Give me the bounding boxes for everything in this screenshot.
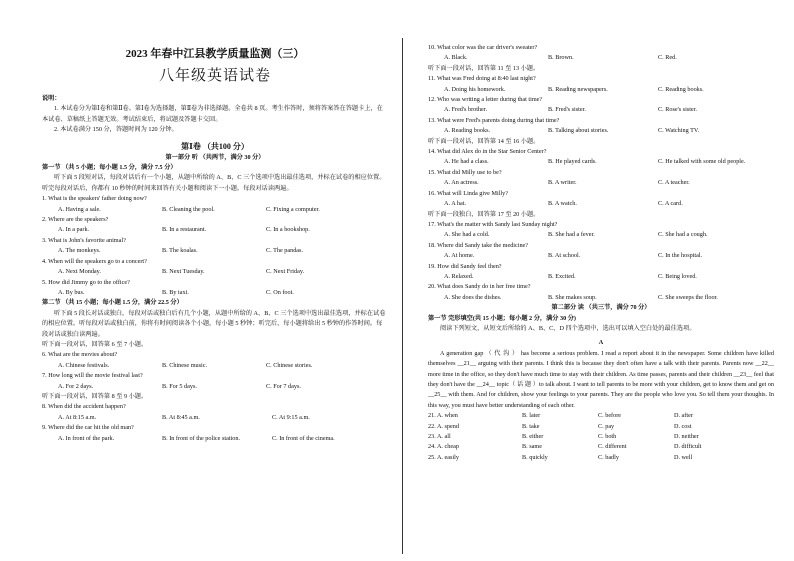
answer-options bbox=[428, 178, 774, 188]
answer-options bbox=[42, 361, 388, 371]
answer-option: C. In the hospital. bbox=[658, 252, 703, 260]
answer-options bbox=[428, 126, 774, 136]
answer-option: C. Fixing a computer. bbox=[266, 205, 320, 213]
answer-options bbox=[42, 267, 388, 277]
answer-options bbox=[42, 288, 388, 298]
answer-options bbox=[428, 85, 774, 95]
answer-option: B. He played cards. bbox=[548, 158, 597, 166]
listening-title: 第一部分 听 （共两节，满分 30 分） bbox=[165, 153, 265, 161]
answer-option: B. Reading newspapers. bbox=[548, 85, 608, 93]
question-stem: 1. What is the speakers' father doing now? bbox=[42, 195, 147, 203]
answer-option: A. Having a sale. bbox=[58, 205, 101, 213]
answer-option: A. In a park. bbox=[58, 226, 90, 234]
question-stem: 8. When did the accident happen? bbox=[42, 403, 126, 411]
answer-option: B. At 8:45 a.m. bbox=[162, 413, 200, 421]
question-list-8-9 bbox=[42, 402, 388, 444]
answer-option: B. She makes soup. bbox=[548, 293, 597, 301]
answer-option: A. A hat. bbox=[444, 200, 466, 208]
answer-option: A. At 8:15 a.m. bbox=[58, 413, 97, 421]
answer-option: B. Chinese music. bbox=[162, 361, 208, 369]
cloze-option: 23. A. all bbox=[428, 433, 451, 441]
answer-option: C. In front of the cinema. bbox=[272, 434, 335, 442]
question-list-11-13 bbox=[428, 74, 774, 136]
answer-option: A. By bus. bbox=[58, 288, 85, 296]
section1-instructions: 听下面 5 段短对话，每段对话后有一个小题，从题中所给的 A、B、C 三个选项中选出最佳选项，并标在试卷的相应位置。听完每段对话后，你都有 10 秒钟的时间来回答有关小题和阅读下一小题。每段对话读两遍。 bbox=[42, 174, 386, 192]
prompt-6-7: 听下面一段对话，回答第 6 至 7 小题。 bbox=[42, 340, 148, 348]
answer-options bbox=[428, 272, 774, 282]
answer-option: C. She sweeps the floor. bbox=[658, 293, 718, 301]
answer-options bbox=[42, 434, 388, 444]
question-list-14-16 bbox=[428, 147, 774, 209]
answer-option: A. Reading books. bbox=[444, 127, 491, 135]
question-stem: 11. What was Fred doing at 8:40 last night? bbox=[428, 75, 536, 83]
cloze-option: B. same bbox=[522, 443, 542, 451]
answer-option: B. Fred's sister. bbox=[548, 106, 586, 114]
cloze-option: D. after bbox=[674, 412, 693, 420]
notes-paragraph-2: 2. 本试卷满分 150 分，答题时间为 120 分钟。 bbox=[54, 126, 178, 134]
answer-option: C. For 7 days. bbox=[266, 382, 301, 390]
column-divider bbox=[402, 38, 403, 554]
answer-option: A. In front of the park. bbox=[58, 434, 115, 442]
answer-option: B. A writer. bbox=[548, 179, 577, 187]
cloze-option: D. neither bbox=[674, 433, 699, 441]
answer-option: B. Brown. bbox=[548, 54, 574, 62]
notes-heading: 说明： bbox=[42, 95, 61, 102]
answer-option: A. She does the dishes. bbox=[444, 293, 502, 301]
question-stem: 4. When will the speakers go to a concert? bbox=[42, 257, 147, 265]
answer-option: B. Cleaning the pool. bbox=[162, 205, 215, 213]
answer-option: C. He talked with some old people. bbox=[658, 158, 746, 166]
section1-title: 第一节 （共 5 小题；每小题 1.5 分，满分 7.5 分） bbox=[42, 164, 177, 172]
answer-option: A. For 2 days. bbox=[58, 382, 94, 390]
prompt-11-13: 听下面一段对话，回答第 11 至 13 小题。 bbox=[428, 64, 540, 72]
cloze-option-row bbox=[428, 411, 774, 421]
answer-option: C. The pandas. bbox=[266, 247, 304, 255]
answer-options bbox=[42, 246, 388, 256]
question-10 bbox=[428, 43, 774, 64]
section2-title: 第二节 （共 15 小题；每小题 1.5 分，满分 22.5 分） bbox=[42, 299, 183, 307]
answer-option: B. Talking about stories. bbox=[548, 127, 609, 135]
answer-option: A. Black. bbox=[444, 54, 468, 62]
cloze-option: C. both bbox=[598, 433, 617, 441]
answer-option: B. She had a fever. bbox=[548, 231, 595, 239]
cloze-option-row bbox=[428, 422, 774, 432]
answer-option: C. At 9:15 a.m. bbox=[272, 413, 310, 421]
cloze-option: B. either bbox=[522, 433, 544, 441]
cloze-option: 22. A. spend bbox=[428, 422, 459, 430]
answer-option: B. The koalas. bbox=[162, 247, 198, 255]
cloze-option-row bbox=[428, 432, 774, 442]
cloze-option: B. quickly bbox=[522, 453, 548, 461]
answer-option: A. He had a class. bbox=[444, 158, 489, 166]
answer-options bbox=[428, 157, 774, 167]
question-stem: 15. What did Milly use to be? bbox=[428, 168, 502, 176]
cloze-option: B. take bbox=[522, 422, 540, 430]
notes-paragraph-1: 1. 本试卷分为第Ⅰ卷和第Ⅱ卷。第Ⅰ卷为选择题，第Ⅱ卷为非选择题。全卷共 8 页。考生作答时，须将答案答在答题卡上，在本试卷、草稿纸上答题无效。考试结束后，将试题及答题卡交回。 bbox=[42, 105, 383, 123]
cloze-option: B. later bbox=[522, 412, 541, 420]
question-list-17-20 bbox=[428, 220, 774, 303]
answer-options bbox=[42, 225, 388, 235]
answer-options bbox=[428, 105, 774, 115]
cloze-option: D. difficult bbox=[674, 443, 702, 451]
passage-letter: A bbox=[598, 339, 604, 347]
cloze-option-row bbox=[428, 442, 774, 452]
question-stem: 13. What were Fred's parents doing during that time? bbox=[428, 116, 560, 124]
answer-options bbox=[42, 205, 388, 215]
question-stem: 17. What's the matter with Sandy last Sunday night? bbox=[428, 220, 558, 228]
question-stem: 18. Where did Sandy take the medicine? bbox=[428, 241, 529, 249]
answer-option: C. Rose's sister. bbox=[658, 106, 697, 114]
question-stem: 10. What color was the car driver's sweater? bbox=[428, 44, 538, 51]
cloze-instructions: 阅读下列短文，从短文后所给的 A、B、C、D 四个选项中，选出可以填入空白处的最佳选项。 bbox=[440, 324, 696, 332]
answer-option: B. In front of the police station. bbox=[162, 434, 241, 442]
part1-title: 第Ⅰ卷 （共100 分） bbox=[181, 141, 249, 151]
answer-option: C. Red. bbox=[658, 54, 677, 62]
prompt-17-20: 听下面一段独白，回答第 17 至 20 小题。 bbox=[428, 210, 540, 218]
answer-option: A. Next Monday. bbox=[58, 268, 101, 276]
answer-option: C. Chinese stories. bbox=[266, 361, 313, 369]
exam-title: 2023 年春中江县教学质量监测（三） bbox=[125, 48, 305, 60]
answer-options bbox=[42, 382, 388, 392]
answer-option: B. For 5 days. bbox=[162, 382, 197, 390]
cloze-option: C. different bbox=[598, 443, 627, 451]
section2-instructions: 听下面 5 段长对话或独白，每段对话或独白后有几个小题，从题中所给的 A、B、C 三个选项中选出最佳选项，并标在试卷的相应位置。听每段对话或独白前，你将有时间阅读各个小题，每小题 5 秒钟；听完后，每小题将给出 5 秒钟的作答时间。每段对话或独白读两遍。 bbox=[42, 309, 386, 338]
question-stem: 14. What did Alex do in the Star Senior Center? bbox=[428, 148, 547, 156]
question-stem: 2. Where are the speakers? bbox=[42, 216, 109, 224]
answer-option: A. Fred's brother. bbox=[444, 106, 488, 114]
answer-option: C. She had a cough. bbox=[658, 231, 708, 239]
cloze-options bbox=[428, 411, 774, 463]
answer-option: B. In a restaurant. bbox=[162, 226, 207, 234]
answer-option: C. In a bookshop. bbox=[266, 226, 310, 234]
answer-option: C. Watching TV. bbox=[658, 127, 700, 135]
right-column bbox=[428, 43, 774, 463]
question-stem: 16. What will Linda give Milly? bbox=[428, 189, 508, 197]
question-stem: 5. How did Jimmy go to the office? bbox=[42, 278, 130, 286]
answer-option: C. A teacher. bbox=[658, 179, 690, 187]
answer-options bbox=[428, 293, 774, 303]
answer-option: C. Being loved. bbox=[658, 272, 697, 280]
answer-options bbox=[428, 199, 774, 209]
answer-option: A. She had a cold. bbox=[444, 231, 490, 239]
left-column bbox=[42, 40, 388, 444]
cloze-option: 24. A. cheap bbox=[428, 443, 459, 451]
part2-title: 第二部分 读 （共三节，满分 70 分） bbox=[551, 304, 651, 312]
answer-option: B. By taxi. bbox=[162, 288, 189, 296]
answer-options bbox=[428, 53, 774, 63]
answer-options bbox=[428, 230, 774, 240]
question-stem: 9. Where did the car hit the old man? bbox=[42, 424, 134, 432]
answer-option: B. Excited. bbox=[548, 272, 576, 280]
cloze-passage: A generation gap （ 代 沟 ） has become a serious problem. I read a report about it in the newspaper. Some children have killed themselves __21__ arguing with their parents. I think this is because they don't often have a talk with their parents. Parents now __22__ more time in the office, so they don't have much time to stay with their children. As time passes, parents and their children __23__ feel that they don't have the __24__ topic（ 话 题 ）to talk about. I want to tell parents to be more with your children, get to know them and get on __25__ with them. And for children, show your feelings to your parents. They are the people who love you. So tell them your thoughts. In this way, you must have better understanding of each other. bbox=[428, 349, 774, 409]
prompt-8-9: 听下面一段对话，回答第 8 至 9 小题。 bbox=[42, 392, 148, 400]
answer-options bbox=[428, 251, 774, 261]
question-stem: 3. What is John's favorite animal? bbox=[42, 236, 126, 244]
question-stem: 19. How did Sandy feel then? bbox=[428, 262, 502, 270]
cloze-option: 21. A. when bbox=[428, 412, 458, 420]
cloze-option: C. badly bbox=[598, 453, 619, 461]
question-stem: 7. How long will the movie festival last? bbox=[42, 372, 143, 380]
answer-option: C. Reading books. bbox=[658, 85, 704, 93]
question-stem: 20. What does Sandy do in her free time? bbox=[428, 283, 531, 291]
question-list-1-5 bbox=[42, 194, 388, 298]
answer-option: B. A watch. bbox=[548, 200, 577, 208]
answer-option: B. Next Tuesday. bbox=[162, 268, 205, 276]
cloze-section-title: 第一节 完形填空(共 15 小题；每小题 2 分，满分 30 分) bbox=[428, 314, 576, 322]
answer-option: A. An actress. bbox=[444, 179, 479, 187]
answer-option: C. On foot. bbox=[266, 288, 294, 296]
question-stem: 6. What are the movies about? bbox=[42, 351, 118, 359]
prompt-14-16: 听下面一段对话，回答第 14 至 16 小题。 bbox=[428, 137, 540, 145]
answer-option: A. Doing his homework. bbox=[444, 85, 506, 93]
answer-option: C. Next Friday. bbox=[266, 268, 305, 276]
answer-option: A. Relaxed. bbox=[444, 272, 474, 280]
answer-option: C. A card. bbox=[658, 200, 683, 208]
cloze-option: D. well bbox=[674, 453, 693, 461]
answer-option: A. At home. bbox=[444, 252, 475, 260]
question-stem: 12. Who was writing a letter during that time? bbox=[428, 96, 543, 104]
cloze-option: C. before bbox=[598, 412, 622, 420]
question-list-6-7 bbox=[42, 350, 388, 392]
cloze-option: C. pay bbox=[598, 422, 615, 430]
cloze-option-row bbox=[428, 453, 774, 463]
answer-options bbox=[42, 413, 388, 423]
answer-option: A. The monkeys. bbox=[58, 247, 101, 255]
exam-subtitle: 八年级英语试卷 bbox=[158, 68, 271, 84]
answer-option: B. At school. bbox=[548, 252, 581, 260]
cloze-option: 25. A. easily bbox=[428, 453, 459, 461]
answer-option: A. Chinese festivals. bbox=[58, 361, 110, 369]
cloze-option: D. cost bbox=[674, 422, 692, 430]
